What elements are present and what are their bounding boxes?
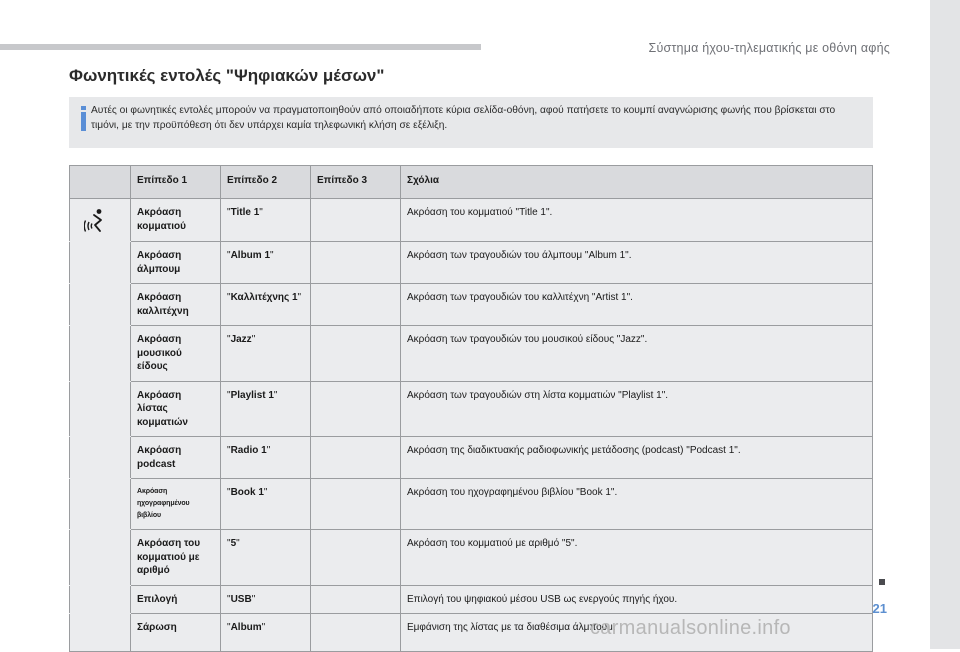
- level-2-cell: "Playlist 1": [221, 381, 311, 437]
- header-level-3: Επίπεδο 3: [311, 166, 401, 199]
- comment-cell: Ακρόαση του ηχογραφημένου βιβλίου "Book 1".: [401, 479, 873, 530]
- voice-commands-table: [69, 165, 873, 652]
- watermark: carmanualsonline.info: [590, 617, 791, 639]
- table-row: [70, 437, 873, 479]
- level-2-keyword: 5: [230, 538, 237, 549]
- level-3-cell: [311, 326, 401, 382]
- level-1-cell: Ακρόαση ηχογραφημένου βιβλίου: [131, 479, 221, 530]
- level-2-cell: "Book 1": [221, 479, 311, 530]
- level-2-keyword: Radio 1: [230, 445, 267, 456]
- level-2-keyword: Jazz: [230, 334, 252, 345]
- comment-cell: Ακρόαση της διαδικτυακής ραδιοφωνικής μετάδοσης (podcast) "Podcast 1".: [401, 437, 873, 479]
- header-rule: [0, 44, 481, 50]
- comment-cell: Ακρόαση του κομματιού "Title 1".: [401, 199, 873, 242]
- table-row: [70, 381, 873, 437]
- level-3-cell: [311, 381, 401, 437]
- table-row: [70, 326, 873, 382]
- row-icon-cell: [70, 585, 131, 614]
- comment-cell: Επιλογή του ψηφιακού μέσου USB ως ενεργούς πηγής ήχου.: [401, 585, 873, 614]
- level-1-cell: Ακρόαση κομματιού: [131, 199, 221, 242]
- level-3-cell: [311, 530, 401, 586]
- level-1-cell: Ακρόαση podcast: [131, 437, 221, 479]
- row-icon-cell: [70, 614, 131, 652]
- info-text: Αυτές οι φωνητικές εντολές μπορούν να πραγματοποιηθούν από οποιαδήποτε κύρια σελίδα-οθόνη, αφού πατήσετε το κουμπί αναγνώρισης φωνής που βρίσκεται στο τιμόνι, με την προϋπόθεση ότι δεν υπάρχει καμία τηλεφωνική κλήση σε εξέλιξη.: [91, 105, 836, 131]
- row-icon-cell: [70, 479, 131, 530]
- info-box: [69, 97, 873, 148]
- level-3-cell: [311, 479, 401, 530]
- table-header-row: [70, 166, 873, 199]
- row-icon-cell: [70, 284, 131, 326]
- level-1-cell: Σάρωση: [131, 614, 221, 652]
- header-icon-col: [70, 166, 131, 199]
- comment-cell: Ακρόαση των τραγουδιών του άλμπουμ "Album 1".: [401, 242, 873, 284]
- level-2-cell: "Album": [221, 614, 311, 652]
- level-2-keyword: Title 1: [230, 207, 260, 218]
- comment-cell: Ακρόαση των τραγουδιών του καλλιτέχνη "Artist 1".: [401, 284, 873, 326]
- table-row: [70, 284, 873, 326]
- level-1-cell: Επιλογή: [131, 585, 221, 614]
- section-title: Σύστημα ήχου-τηλεματικής με οθόνη αφής: [648, 41, 890, 55]
- row-icon-cell: [70, 381, 131, 437]
- comment-cell: Εμφάνιση της λίστας με τα διαθέσιμα άλμπουμ.: [401, 614, 873, 652]
- header-level-2: Επίπεδο 2: [221, 166, 311, 199]
- level-2-cell: "Title 1": [221, 199, 311, 242]
- row-icon-cell: [70, 199, 131, 242]
- page-number: 21: [872, 601, 887, 616]
- header-level-1: Επίπεδο 1: [131, 166, 221, 199]
- level-1-cell: Ακρόαση του κομματιού με αριθμό: [131, 530, 221, 586]
- comment-cell: Ακρόαση των τραγουδιών στη λίστα κομματιών "Playlist 1".: [401, 381, 873, 437]
- level-3-cell: [311, 585, 401, 614]
- row-icon-cell: [70, 530, 131, 586]
- table-row: [70, 585, 873, 614]
- page-marker: [879, 579, 885, 585]
- row-icon-cell: [70, 326, 131, 382]
- level-2-cell: "5": [221, 530, 311, 586]
- level-2-cell: "Radio 1": [221, 437, 311, 479]
- level-2-cell: "Album 1": [221, 242, 311, 284]
- level-2-keyword: Album: [230, 622, 262, 633]
- page-edge-strip: [930, 0, 960, 649]
- comment-cell: Ακρόαση του κομματιού με αριθμό "5".: [401, 530, 873, 586]
- voice-command-icon: [84, 208, 106, 234]
- level-3-cell: [311, 437, 401, 479]
- level-2-cell: "Καλλιτέχνης 1": [221, 284, 311, 326]
- level-2-cell: "Jazz": [221, 326, 311, 382]
- table-row: [70, 530, 873, 586]
- level-1-cell: Ακρόαση καλλιτέχνη: [131, 284, 221, 326]
- row-icon-cell: [70, 242, 131, 284]
- level-2-keyword: Album 1: [230, 250, 271, 261]
- row-icon-cell: [70, 437, 131, 479]
- header-comments: Σχόλια: [401, 166, 873, 199]
- level-3-cell: [311, 284, 401, 326]
- level-2-keyword: USB: [230, 593, 252, 605]
- table-row: [70, 479, 873, 530]
- comment-cell: Ακρόαση των τραγουδιών του μουσικού είδους "Jazz".: [401, 326, 873, 382]
- level-1-cell: Ακρόαση λίστας κομματιών: [131, 381, 221, 437]
- level-3-cell: [311, 242, 401, 284]
- level-2-keyword: Book 1: [230, 487, 264, 498]
- level-2-keyword: Playlist 1: [230, 389, 274, 401]
- table-row: [70, 242, 873, 284]
- page-title: Φωνητικές εντολές "Ψηφιακών μέσων": [69, 66, 385, 85]
- info-icon: [78, 106, 90, 132]
- level-2-keyword: Καλλιτέχνης 1: [230, 292, 298, 303]
- table-row: [70, 199, 873, 242]
- level-1-cell: Ακρόαση μουσικού είδους: [131, 326, 221, 382]
- level-1-cell: Ακρόαση άλμπουμ: [131, 242, 221, 284]
- level-3-cell: [311, 199, 401, 242]
- level-2-cell: "USB": [221, 585, 311, 614]
- level-3-cell: [311, 614, 401, 652]
